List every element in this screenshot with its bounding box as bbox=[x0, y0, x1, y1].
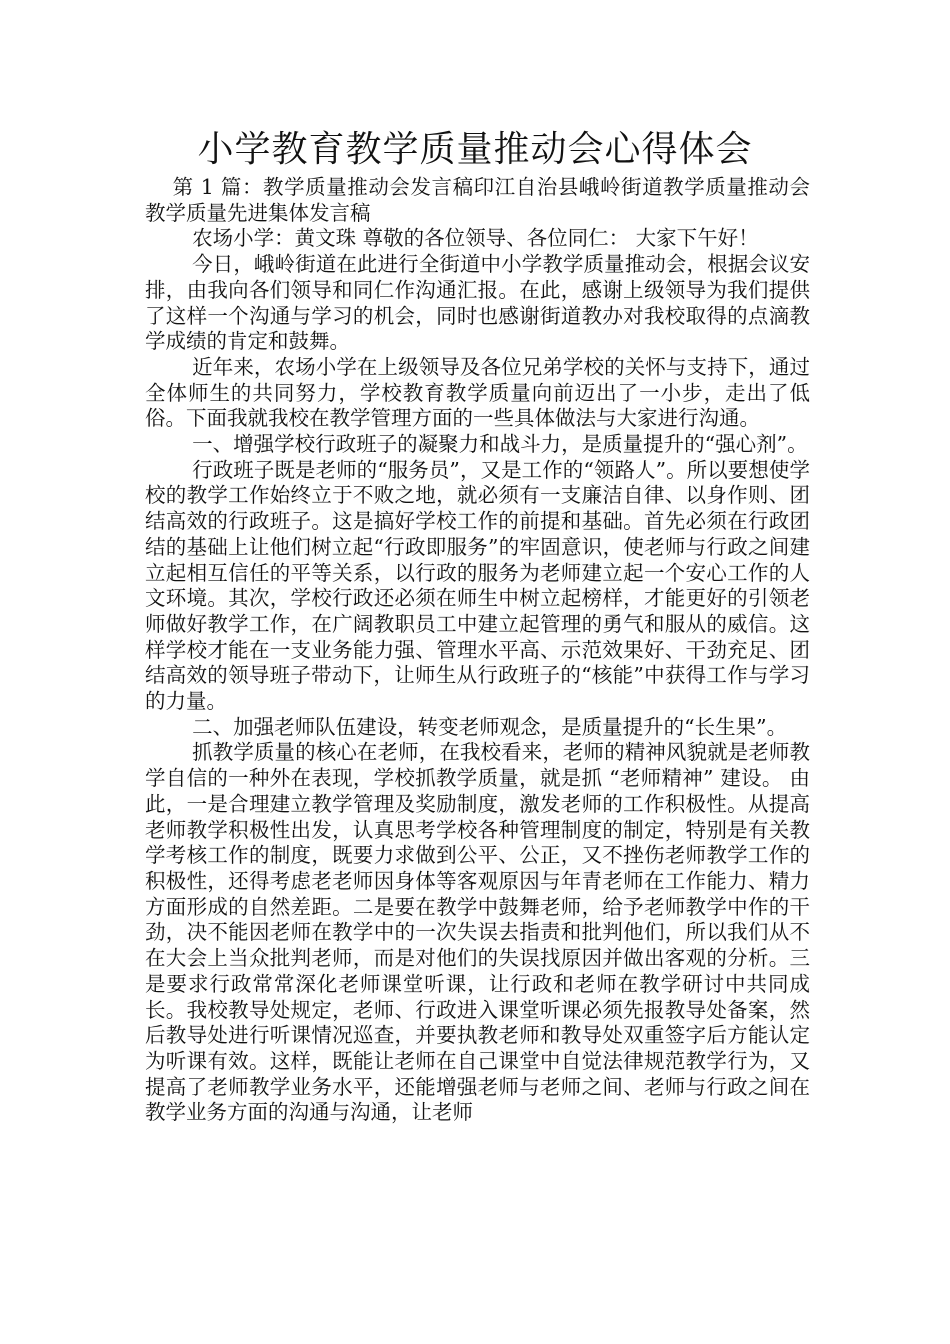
paragraph-section-2: 抓教学质量的核心在老师，在我校看来，老师的精神风貌就是老师教学自信的一种外在表现，学校抓教学质量，就是抓 “老师精神” 建设。 由此，一是合理建立教学管理及奖励制度，激发老师的工作积极性。从提高老师教学积极性出发，认真思考学校各种管理制度的制定，特别是有关教学考核工作的制度，既要力求做到公平、公正，又不挫伤老师教学工作的积极性，还得考虑老老师因身体等客观原因与年青老师在工作能力、精力方面形成的自然差距。二是要在教学中鼓舞老师，给予老师教学中作的干劲，决不能因老师在教学中的一次失误去指责和批判他们，所以我们从不在大会上当众批判老师，而是对他们的失误找原因并做出客观的分析。三是要求行政常常深化老师课堂听课，让行政和老师在教学研讨中共同成长。我校教导处规定，老师、行政进入课堂听课必须先报教导处备案，然后教导处进行听课情况巡查，并要执教老师和教导处双重签字后方能认定为听课有效。这样，既能让老师在自己课堂中自觉法律规范教学行为，又提高了老师教学业务水平，还能增强老师与老师之间、老师与行政之间在教学业务方面的沟通与沟通，让老师 bbox=[145, 740, 810, 1125]
document-title: 小学教育教学质量推动会心得体会 bbox=[197, 129, 753, 170]
document-body bbox=[145, 175, 831, 1126]
paragraph-greeting: 农场小学：黄文珠 尊敬的各位领导、各位同仁： 大家下午好！ bbox=[192, 226, 759, 251]
paragraph-source: 第 1 篇：教学质量推动会发言稿印江自治县峨岭街道教学质量推动会 教学质量先进集体发言稿 bbox=[145, 175, 831, 225]
paragraph-intro: 今日，峨岭街道在此进行全街道中小学教学质量推动会，根据会议安排，由我向各们领导和同仁作沟通汇报。在此，感谢上级领导为我们提供了这样一个沟通与学习的机会，同时也感谢街道教办对我校取得的点滴教学成绩的肯定和鼓舞。 bbox=[145, 252, 810, 354]
section-heading-1: 一、增强学校行政班子的凝聚力和战斗力，是质量提升的“强心剂”。 bbox=[192, 432, 808, 457]
paragraph-section-1: 行政班子既是老师的“服务员”，又是工作的“领路人”。所以要想使学校的教学工作始终立于不败之地，就必须有一支廉洁自律、以身作则、团结高效的行政班子。这是搞好学校工作的前提和基础。首先必须在行政团结的基础上让他们树立起“行政即服务”的牢固意识，使老师与行政之间建立起相互信任的平等关系，以行政的服务为老师建立起一个安心工作的人文环境。其次，学校行政还必须在师生中树立起榜样，才能更好的引领老师做好教学工作，在广阔教职员工中建立起管理的勇气和服从的威信。这样学校才能在一支业务能力强、管理水平高、示范效果好、干劲充足、团结高效的领导班子带动下，让师生从行政班子的“核能”中获得工作与学习的力量。 bbox=[145, 457, 810, 714]
section-heading-2: 二、加强老师队伍建设，转变老师观念，是质量提升的“长生果”。 bbox=[192, 714, 788, 739]
paragraph-overview: 近年来，农场小学在上级领导及各位兄弟学校的关怀与支持下，通过全体师生的共同努力，学校教育教学质量向前迈出了一小步，走出了低俗。下面我就我校在教学管理方面的一些具体做法与大家进行沟通。 bbox=[145, 354, 810, 431]
